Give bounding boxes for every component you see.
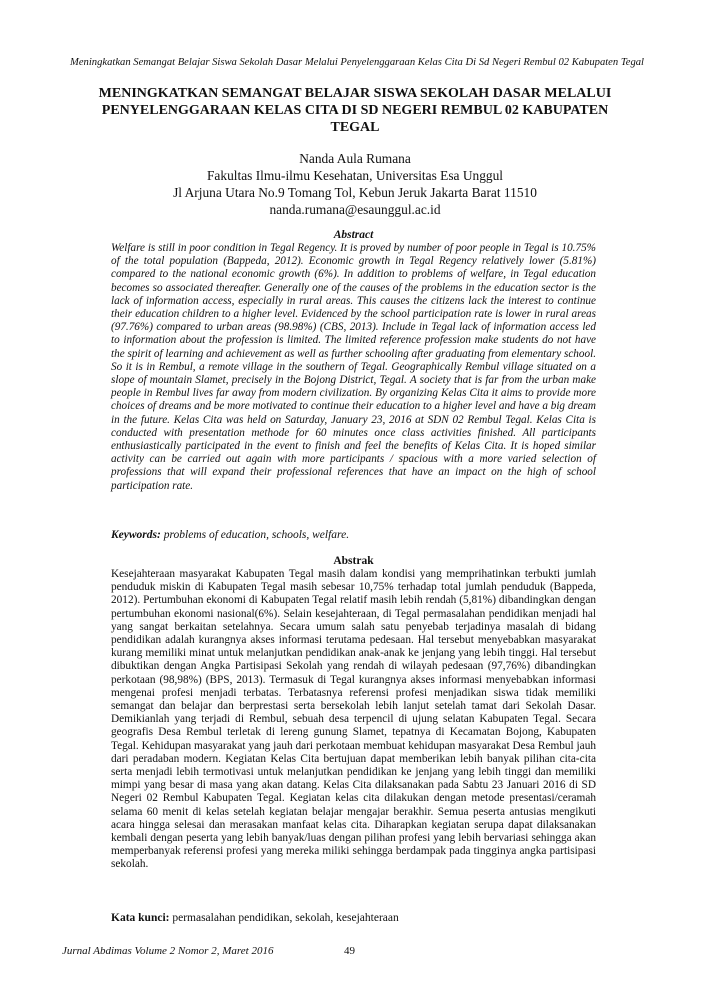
running-header: Meningkatkan Semangat Belajar Siswa Sekolah Dasar Melalui Penyelenggaraan Kelas Cita Di Sd Negeri Rembul 02 Kabupaten Tegal [70,57,644,68]
author-name: Nanda Aula Rumana [299,151,411,166]
paper-title: MENINGKATKAN SEMANGAT BELAJAR SISWA SEKOLAH DASAR MELALUI PENYELENGGARAAN KELAS CITA DI SD NEGERI REMBUL 02 KABUPATEN TEGAL [98,86,612,135]
kata-kunci-list: permasalahan pendidikan, sekolah, kesejahteraan [169,912,399,924]
abstract-text-english: Welfare is still in poor condition in Tegal Regency. It is proved by number of poor people in Tegal is 10.75% of the total population (Bappeda, 2012). Economic growth in Tegal Regency relatively lower (5.81%) compared to the national economic growth (6%). In addition to problems of welfare, in Tegal education becomes so associated thereafter. Generally one of the causes of the problems in the education sector is the lack of information access, especially in rural areas. This causes the citizens lack the interest to continue their education children to a higher level. Evidenced by the school participation rate is lower in rural areas (97.76%) compared to urban areas (98.98%) (CBS, 2013). Include in Tegal lack of information access led to information about the profession is limited. The limited reference profession make students do not have the spirit of learning and achievement as well as further schooling after graduating from elementary school. So it is in Rembul, a remote village in the southern of Tegal. Geographically Rembul village situated on a slope of mountain Slamet, precisely in the Bojong District, Tegal. A society that is far from the urban make people in Rembul lives far away from modern civilization. By organizing Kelas Cita it aims to provide more choices of dreams and be more motivated to continue their education to a higher level and have a big dream in the future. Kelas Cita was held on Saturday, January 23, 2016 at SDN 02 Rembul Tegal. Kelas Cita is conducted with presentation methode for 60 minutes once class activities finished. All participants enthusiastically participated in the event to finish and feel the benefits of Kelas Cita. It is hoped similar activity can be carried out again with more participants / spacious with a more varied selection of professions that will expand their professional references that have an impact on the high of school participation rate. [111,242,596,492]
author-email: nanda.rumana@esaunggul.ac.id [269,202,441,217]
keywords-english [111,529,596,541]
keywords-label: Keywords: [111,529,161,541]
page-footer [62,945,644,957]
author-block [120,150,590,218]
journal-citation: Jurnal Abdimas Volume 2 Nomor 2, Maret 2016 [62,945,274,957]
kata-kunci-label: Kata kunci: [111,912,170,924]
author-affiliation: Fakultas Ilmu-ilmu Kesehatan, Universitas Esa Unggul [206,168,504,183]
page-number: 49 [344,945,355,957]
abstract-heading: Abstract [333,229,374,241]
author-address: Jl Arjuna Utara No.9 Tomang Tol, Kebun Jeruk Jakarta Barat 11510 [173,185,537,200]
keywords-indonesian [111,912,596,924]
keywords-list: problems of education, schools, welfare. [160,529,350,541]
abstrak-heading: Abstrak [333,555,374,567]
abstract-text-indonesian: Kesejahteraan masyarakat Kabupaten Tegal masih dalam kondisi yang memprihatinkan terbukti jumlah penduduk miskin di Kabupaten Tegal masih sebesar 10,75% terhadap total jumlah penduduk (Bappeda, 2012). Pertumbuhan ekonomi di Kabupaten Tegal relatif masih lebih rendah (5,81%) dibandingkan dengan pertumbuhan ekonomi nasional(6%). Selain kesejahteraan, di Tegal permasalahan pendidikan menjadi hal yang sangat berkaitan setelahnya. Secara umum salah satu penyebab terjadinya masalah di bidang pendidikan adalah kurangnya akses informasi terutama pedesaan. Hal tersebut menyebabkan masyarakat kurang memiliki minat untuk melanjutkan pendidikan anak-anak ke jenjang yang lebih tinggi. Hal tersebut dibuktikan dengan Angka Partisipasi Sekolah yang rendah di wilayah pedesaan (97,76%) dibandingkan perkotaan (98,98%) (BPS, 2013). Termasuk di Tegal kurangnya akses informasi menyebabkan informasi mengenai profesi menjadi terbatas. Terbatasnya referensi profesi menjadikan siswa tidak memiliki semangat dan belajar dan berprestasi serta bersekolah lebih lanjut setelah tamat dari Sekolah Dasar. Demikianlah yang terjadi di Rembul, sebuah desa terpencil di ujung selatan Kabupaten Tegal. Secara geografis Desa Rembul terletak di lereng gunung Slamet, tepatnya di Kecamatan Bojong, Kabupaten Tegal. Kehidupan masyarakat yang jauh dari perkotaan membuat kehidupan masyarakat Desa Rembul jauh dari peradaban modern. Kegiatan Kelas Cita bertujuan dapat memberikan lebih banyak pilihan cita-cita serta menjadi lebih termotivasi untuk melanjutkan pendidikan ke jenjang yang lebih tinggi dan memiliki mimpi yang besar di masa yang akan datang. Kelas Cita dilaksanakan pada Sabtu 23 Januari 2016 di SD Negeri 02 Rembul Kabupaten Tegal. Kegiatan kelas cita dilakukan dengan metode presentasi/ceramah selama 60 menit di kelas setelah kegiatan belajar mengajar berakhir. Semua peserta antusias mengikuti acara hingga selesai dan merasakan manfaat kelas cita. Diharapkan kegiatan serupa dapat dilaksanakan kembali dengan peserta yang lebih banyak/luas dengan pilihan profesi yang lebih bervariasi sehingga akan memperbanyak referensi profesi yang mereka miliki sehingga berdampak pada tingginya angka partisipasi sekolah. [111,568,596,871]
